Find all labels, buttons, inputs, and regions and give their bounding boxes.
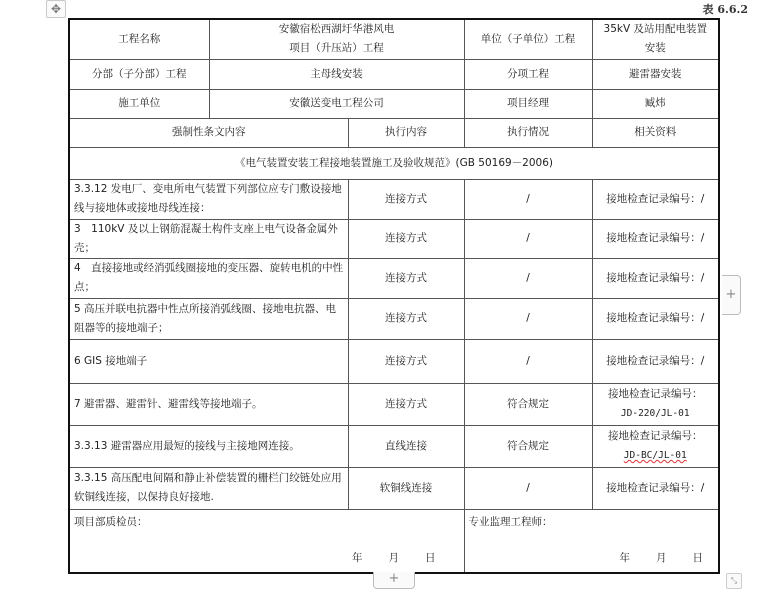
table-row — [69, 383, 719, 425]
execution-status-cell[interactable]: / — [464, 298, 592, 339]
table-row — [69, 219, 719, 258]
col-header-execution-content: 执行内容 — [348, 118, 464, 147]
standard-title-row — [69, 147, 719, 179]
year-label: 年 — [352, 551, 363, 564]
clause-cell[interactable]: 3 110kV 及以上钢筋混凝土构件支座上电气设备金属外壳； — [69, 219, 348, 258]
execution-content-cell[interactable]: 连接方式 — [348, 258, 464, 298]
table-row — [69, 298, 719, 339]
unit-value-line1: 35kV 及站用配电装置 — [603, 23, 707, 36]
unit-label: 单位（子单位）工程 — [464, 19, 592, 59]
table-row — [69, 179, 719, 219]
col-header-clause: 强制性条文内容 — [69, 118, 348, 147]
related-docs-cell[interactable]: 接地检查记录编号：/ — [592, 339, 719, 383]
related-docs-cell[interactable]: 接地检查记录编号：/ — [592, 467, 719, 509]
item-value[interactable]: 避雷器安装 — [592, 59, 719, 89]
execution-content-cell[interactable]: 连接方式 — [348, 339, 464, 383]
inspector-date — [352, 549, 436, 568]
table-row — [69, 467, 719, 509]
execution-content-cell[interactable]: 连接方式 — [348, 219, 464, 258]
clause-cell[interactable]: 6 GIS 接地端子 — [69, 339, 348, 383]
related-docs-cell[interactable]: 接地检查记录编号：/ — [592, 179, 719, 219]
project-name-line1: 安徽宿松西湖圩华港风电 — [278, 23, 395, 36]
inspector-label: 项目部质检员： — [74, 515, 148, 528]
header-row-project — [69, 19, 719, 59]
related-docs-record-id: JD-BC/JL-01 — [623, 450, 687, 461]
add-column-button[interactable]: + — [722, 275, 741, 315]
supervisor-signature-cell[interactable] — [464, 509, 719, 573]
month-label: 月 — [388, 551, 399, 564]
related-docs-cell[interactable]: 接地检查记录编号：/ — [592, 298, 719, 339]
subdivision-value[interactable]: 主母线安装 — [209, 59, 464, 89]
execution-content-cell[interactable]: 软铜线连接 — [348, 467, 464, 509]
table-row — [69, 339, 719, 383]
subdivision-label: 分部（子分部）工程 — [69, 59, 209, 89]
inspector-signature-cell[interactable] — [69, 509, 464, 573]
unit-value-line2: 安装 — [644, 42, 666, 55]
related-docs-line1: 接地检查记录编号： — [608, 430, 703, 442]
related-docs-cell[interactable] — [592, 383, 719, 425]
manager-value[interactable]: 臧炜 — [592, 89, 719, 118]
month-label: 月 — [656, 551, 667, 564]
related-docs-line1: 接地检查记录编号： — [608, 388, 703, 400]
table-resize-icon[interactable]: ⤡ — [726, 573, 742, 589]
inspection-form-table — [68, 18, 720, 574]
related-docs-cell[interactable]: 接地检查记录编号：/ — [592, 219, 719, 258]
col-header-related-docs: 相关资料 — [592, 118, 719, 147]
day-label: 日 — [692, 551, 703, 564]
day-label: 日 — [425, 551, 436, 564]
project-name-line2: 项目（升压站）工程 — [289, 42, 384, 55]
execution-status-cell[interactable]: / — [464, 258, 592, 298]
table-caption: 表 6.6.2 — [702, 3, 748, 16]
related-docs-record-id: JD-220/JL-01 — [620, 408, 690, 419]
column-header-row — [69, 118, 719, 147]
manager-label: 项目经理 — [464, 89, 592, 118]
table-row — [69, 425, 719, 467]
table-move-handle-icon[interactable]: ✥ — [46, 0, 66, 18]
clause-cell[interactable]: 3.3.12 发电厂、变电所电气装置下列部位应专门敷设接地线与接地体或接地母线连接： — [69, 179, 348, 219]
unit-value[interactable] — [592, 19, 719, 59]
execution-status-cell[interactable]: 符合规定 — [464, 383, 592, 425]
clause-cell[interactable]: 3.3.13 避雷器应用最短的接线与主接地网连接。 — [69, 425, 348, 467]
table-row — [69, 258, 719, 298]
execution-status-cell[interactable]: 符合规定 — [464, 425, 592, 467]
supervisor-date — [620, 549, 704, 568]
execution-status-cell[interactable]: / — [464, 467, 592, 509]
project-name-value[interactable] — [209, 19, 464, 59]
related-docs-cell[interactable]: 接地检查记录编号：/ — [592, 258, 719, 298]
contractor-value[interactable]: 安徽送变电工程公司 — [209, 89, 464, 118]
project-name-label: 工程名称 — [69, 19, 209, 59]
header-row-contractor — [69, 89, 719, 118]
clause-cell[interactable]: 4 直接接地或经消弧线圈接地的变压器、旋转电机的中性点； — [69, 258, 348, 298]
supervisor-label: 专业监理工程师： — [468, 515, 553, 528]
execution-status-cell[interactable]: / — [464, 179, 592, 219]
signature-row — [69, 509, 719, 573]
add-row-button[interactable]: + — [373, 572, 415, 589]
contractor-label: 施工单位 — [69, 89, 209, 118]
clause-cell[interactable]: 7 避雷器、避雷针、避雷线等接地端子。 — [69, 383, 348, 425]
related-docs-cell[interactable] — [592, 425, 719, 467]
execution-status-cell[interactable]: / — [464, 219, 592, 258]
clause-cell[interactable]: 5 高压并联电抗器中性点所接消弧线圈、接地电抗器、电阻器等的接地端子； — [69, 298, 348, 339]
execution-content-cell[interactable]: 连接方式 — [348, 383, 464, 425]
execution-content-cell[interactable]: 连接方式 — [348, 298, 464, 339]
clause-cell[interactable]: 3.3.15 高压配电间隔和静止补偿装置的栅栏门绞链处应用软铜线连接，以保持良好接地. — [69, 467, 348, 509]
item-label: 分项工程 — [464, 59, 592, 89]
year-label: 年 — [619, 551, 630, 564]
standard-title: 《电气装置安装工程接地装置施工及验收规范》(GB 50169－2006) — [69, 147, 719, 179]
header-row-subdivision — [69, 59, 719, 89]
execution-status-cell[interactable]: / — [464, 339, 592, 383]
execution-content-cell[interactable]: 直线连接 — [348, 425, 464, 467]
execution-content-cell[interactable]: 连接方式 — [348, 179, 464, 219]
col-header-execution-status: 执行情况 — [464, 118, 592, 147]
